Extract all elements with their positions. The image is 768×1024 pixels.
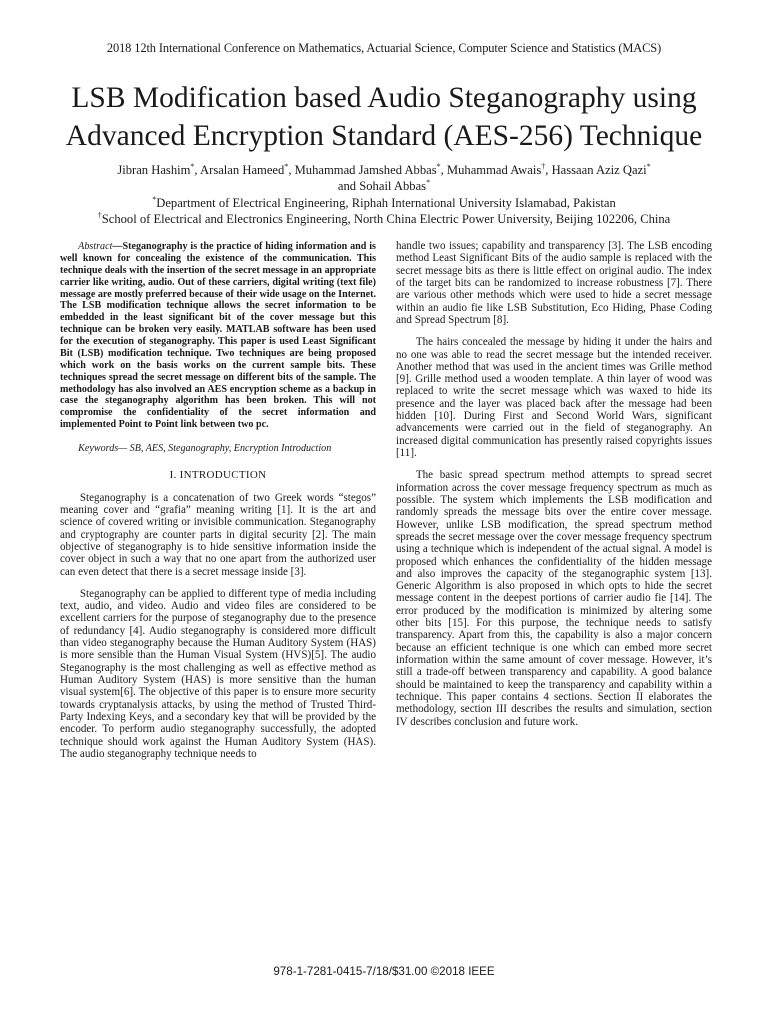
author-name: Muhammad Awais [446, 163, 542, 177]
body-paragraph: handle two issues; capability and transparency [3]. The LSB encoding method Least Significant Bits of the audio sample is replaced with the secret message bits as there is little effect on original audio. The index of the target bits can be randomized to increase robustness [7]. There are various other methods which were used to hide a secret message within an audio fie like LSB Substitution, Eco Hiding, Phase Coding and Spread Spectrum [8]. [396, 240, 712, 326]
author-name: Arsalan Hameed [200, 163, 285, 177]
body-paragraph: Steganography is a concatenation of two Greek words “stegos” meaning cover and “grafia” meaning writing [1]. It is the art and science of covered writing or invisible communication. Steganography and cryptography are counter parts in digital security [2]. The main objective of steganography is to hide sensitive information inside the cover object in such a way that no one apart from the authorized user can even detect that there is a secret message inside [3]. [60, 491, 376, 578]
abstract-label: Abstract [78, 241, 113, 252]
title-line-1: LSB Modification based Audio Steganography using [71, 82, 697, 114]
affiliation-1 [20, 195, 748, 211]
author-name: Hassaan Aziz Qazi [551, 163, 647, 177]
affiliation-mark: † [97, 210, 102, 220]
affiliation-text: Department of Electrical Engineering, Riphah International University Islamabad, Pakistan [156, 196, 616, 210]
author-mark: * [284, 161, 289, 171]
body-paragraph: Steganography can be applied to different type of media including text, audio, and video. Audio and video files are considered to be excellent carriers for the purpose of steganography due to the presence of redundancy [4]. Audio steganography is considered more difficult than video steganography because the Human Auditory System (HAS) is more sensible than the Human Visual System (HVS)[5]. The audio Steganography is the most challenging as well as effective method as Human Auditory System (HAS) is more sensitive than the human visual system[6]. The objective of this paper is to ensure more security towards cryptanalysis attacks, by using the method of Trusted Third-Party Indexing Keys, and a secondary key that will be provided by the encoder. To perform audio steganography successfully, the adopted technique should work against the Human Auditory System (HAS). The audio steganography technique needs to [60, 587, 376, 760]
author-mark: * [646, 161, 651, 171]
author-mark: * [426, 177, 431, 187]
section-heading: I. INTRODUCTION [169, 469, 267, 482]
author-mark: † [541, 161, 546, 171]
title-line-2: Advanced Encryption Standard (AES-256) Technique [65, 120, 703, 152]
conference-header: 2018 12th International Conference on Mathematics, Actuarial Science, Computer Science and Statistics (MACS) [106, 41, 662, 55]
author-name: Muhammad Jamshed Abbas [294, 163, 437, 177]
author-name: Jibran Hashim [117, 163, 191, 177]
affiliation-2 [20, 211, 748, 227]
author-mark: * [190, 161, 195, 171]
abstract [60, 241, 376, 431]
affiliation-mark: * [152, 194, 157, 204]
paper-title [20, 79, 748, 155]
author-mark: * [436, 161, 441, 171]
keywords: Keywords— SB, AES, Steganography, Encryption Introduction [78, 443, 332, 454]
right-column [396, 240, 712, 728]
affiliation-text: School of Electrical and Electronics Engineering, North China Electric Power University, Beijing 102206, China [101, 212, 671, 226]
abstract-text: —Steganography is the practice of hiding information and is well known for concealing the existence of the communication. This technique deals with the insertion of the secret message in an appropriate carrier like writing, audio. Out of these carriers, digital writing (text file) message are mostly preferred because of their wide usage on the Internet. The LSB modification technique allows the secret information to be embedded in the least significant bit of the cover message but this technique can be broken very easily. MATLAB software has been used for the execution of steganography. This paper is used Least Significant Bit (LSB) modification technique. Two techniques are being proposed which work on the basis works on the current sample bits. These techniques spread the secret message on different bits of the sample. The methodology has also involved an AES encryption scheme as a backup in case the steganography algorithm has been broken. This will not compromise the confidentiality of the secret information and implemented Point to Point link between two pc. [60, 241, 376, 431]
body-paragraph: The hairs concealed the message by hiding it under the hairs and no one was able to read the secret message but the intended receiver. Another method that was used in the ancient times was Grille method [9]. Grille method used a wooden template. A thin layer of wood was replaced to write the secret message which was waxed to hide its presence and the layer was placed back after the message had been hidden [10]. During First and Second World Wars, significant advancements were carried out in the field of steganography. An increased digital communication has presently raised copyrights issues [11]. [396, 336, 712, 459]
body-paragraph: The basic spread spectrum method attempts to spread secret information across the cover message frequency spectrum as much as possible. The system which implements the LSB modification and randomly spreads the message bits over the entire cover message. However, unlike LSB modification, the spread spectrum method spreads the secret message over the cover message frequency spectrum using a technique which is independent of the actual signal. A model is proposed which enhances the confidentiality of the hidden message and also improves the capacity of the steganographic system [13]. Generic Algorithm is also proposed in which opts to hide the secret message content in the deepest portions of carrier audio fie [14]. The error produced by the modification is minimized by altering some other bits [15]. For this purpose, the technique needs to satisfy transparency. Apart from this, the capability is also a major concern because an efficient technique is one which can embed more secret information within the same amount of cover message. However, it’s still a trade-off between transparency and capability. A good balance should be maintained to keep the transparency and capability within a technique. This paper contains 4 sections. Section II elaborates the methodology, section III describes the results and simulation, section IV describes conclusion and future work. [396, 469, 712, 728]
author-list: Jibran Hashim*, Arsalan Hameed*, Muhammad Jamshed Abbas*, Muhammad Awais†, Hassaan Aziz Qazi* and Sohail Abbas* [117, 161, 651, 193]
copyright-footer: 978-1-7281-0415-7/18/$31.00 ©2018 IEEE [273, 965, 495, 978]
author-name: Sohail Abbas [359, 179, 427, 193]
left-column [60, 241, 376, 760]
